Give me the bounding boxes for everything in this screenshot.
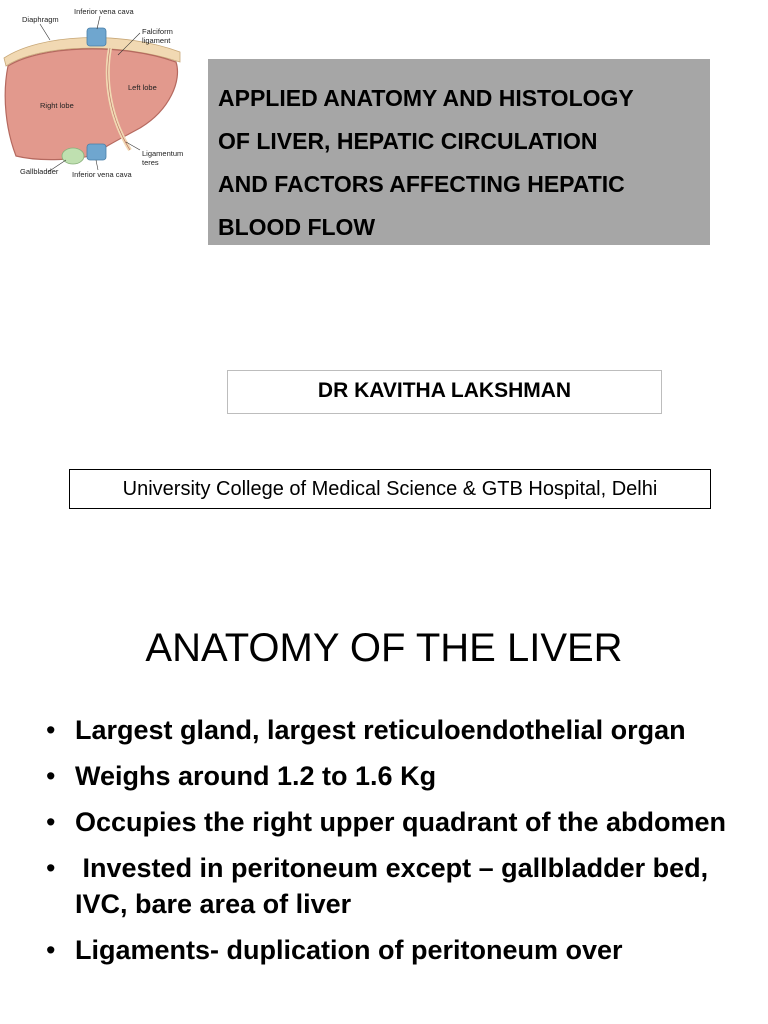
bullet-dot: •: [46, 935, 56, 965]
institution-name: University College of Medical Science & GTB Hospital, Delhi: [69, 469, 711, 509]
bullet-item: [44, 804, 744, 840]
author-name: DR KAVITHA LAKSHMAN: [227, 370, 662, 414]
liver-shape: [5, 49, 177, 160]
label-right-lobe: Right lobe: [40, 101, 74, 110]
title-box: [208, 59, 710, 245]
label-ivc-top: Inferior vena cava: [74, 7, 134, 16]
label-gallbladder: Gallbladder: [20, 167, 59, 176]
bullet-list: [44, 712, 744, 978]
label-lig-teres-2: teres: [142, 158, 159, 167]
bullet-dot: •: [46, 715, 56, 745]
title-line: OF LIVER, HEPATIC CIRCULATION: [218, 128, 598, 154]
label-diaphragm: Diaphragm: [22, 15, 59, 24]
title-line: APPLIED ANATOMY AND HISTOLOGY: [218, 85, 634, 111]
bullet-text: Weighs around 1.2 to 1.6 Kg: [75, 761, 437, 791]
title-line: AND FACTORS AFFECTING HEPATIC: [218, 171, 625, 197]
ivc-bottom-vessel: [87, 144, 106, 160]
bullet-item: [44, 712, 744, 748]
label-ivc-bottom: Inferior vena cava: [72, 170, 132, 179]
section-heading: ANATOMY OF THE LIVER: [145, 626, 623, 670]
label-left-lobe: Left lobe: [128, 83, 157, 92]
bullet-item: [44, 932, 744, 968]
gallbladder-shape: [62, 148, 84, 164]
bullet-item: [44, 758, 744, 794]
bullet-dot: •: [46, 807, 56, 837]
label-falciform-1: Falciform: [142, 27, 173, 36]
label-lig-teres-1: Ligamentum: [142, 149, 184, 158]
bullet-text: Largest gland, largest reticuloendothelial organ: [75, 715, 686, 745]
bullet-text: Invested in peritoneum except – gallbladder bed, IVC, bare area of liver: [75, 853, 716, 919]
bullet-dot: •: [46, 761, 56, 791]
bullet-dot: •: [46, 853, 56, 883]
liver-diagram: [0, 0, 200, 185]
bullet-item: [44, 850, 744, 922]
title-line: BLOOD FLOW: [218, 214, 376, 240]
ivc-top-vessel: [87, 28, 106, 46]
bullet-text: Ligaments- duplication of peritoneum over: [75, 935, 623, 965]
label-falciform-2: ligament: [142, 36, 171, 45]
bullet-text: Occupies the right upper quadrant of the abdomen: [75, 807, 727, 837]
